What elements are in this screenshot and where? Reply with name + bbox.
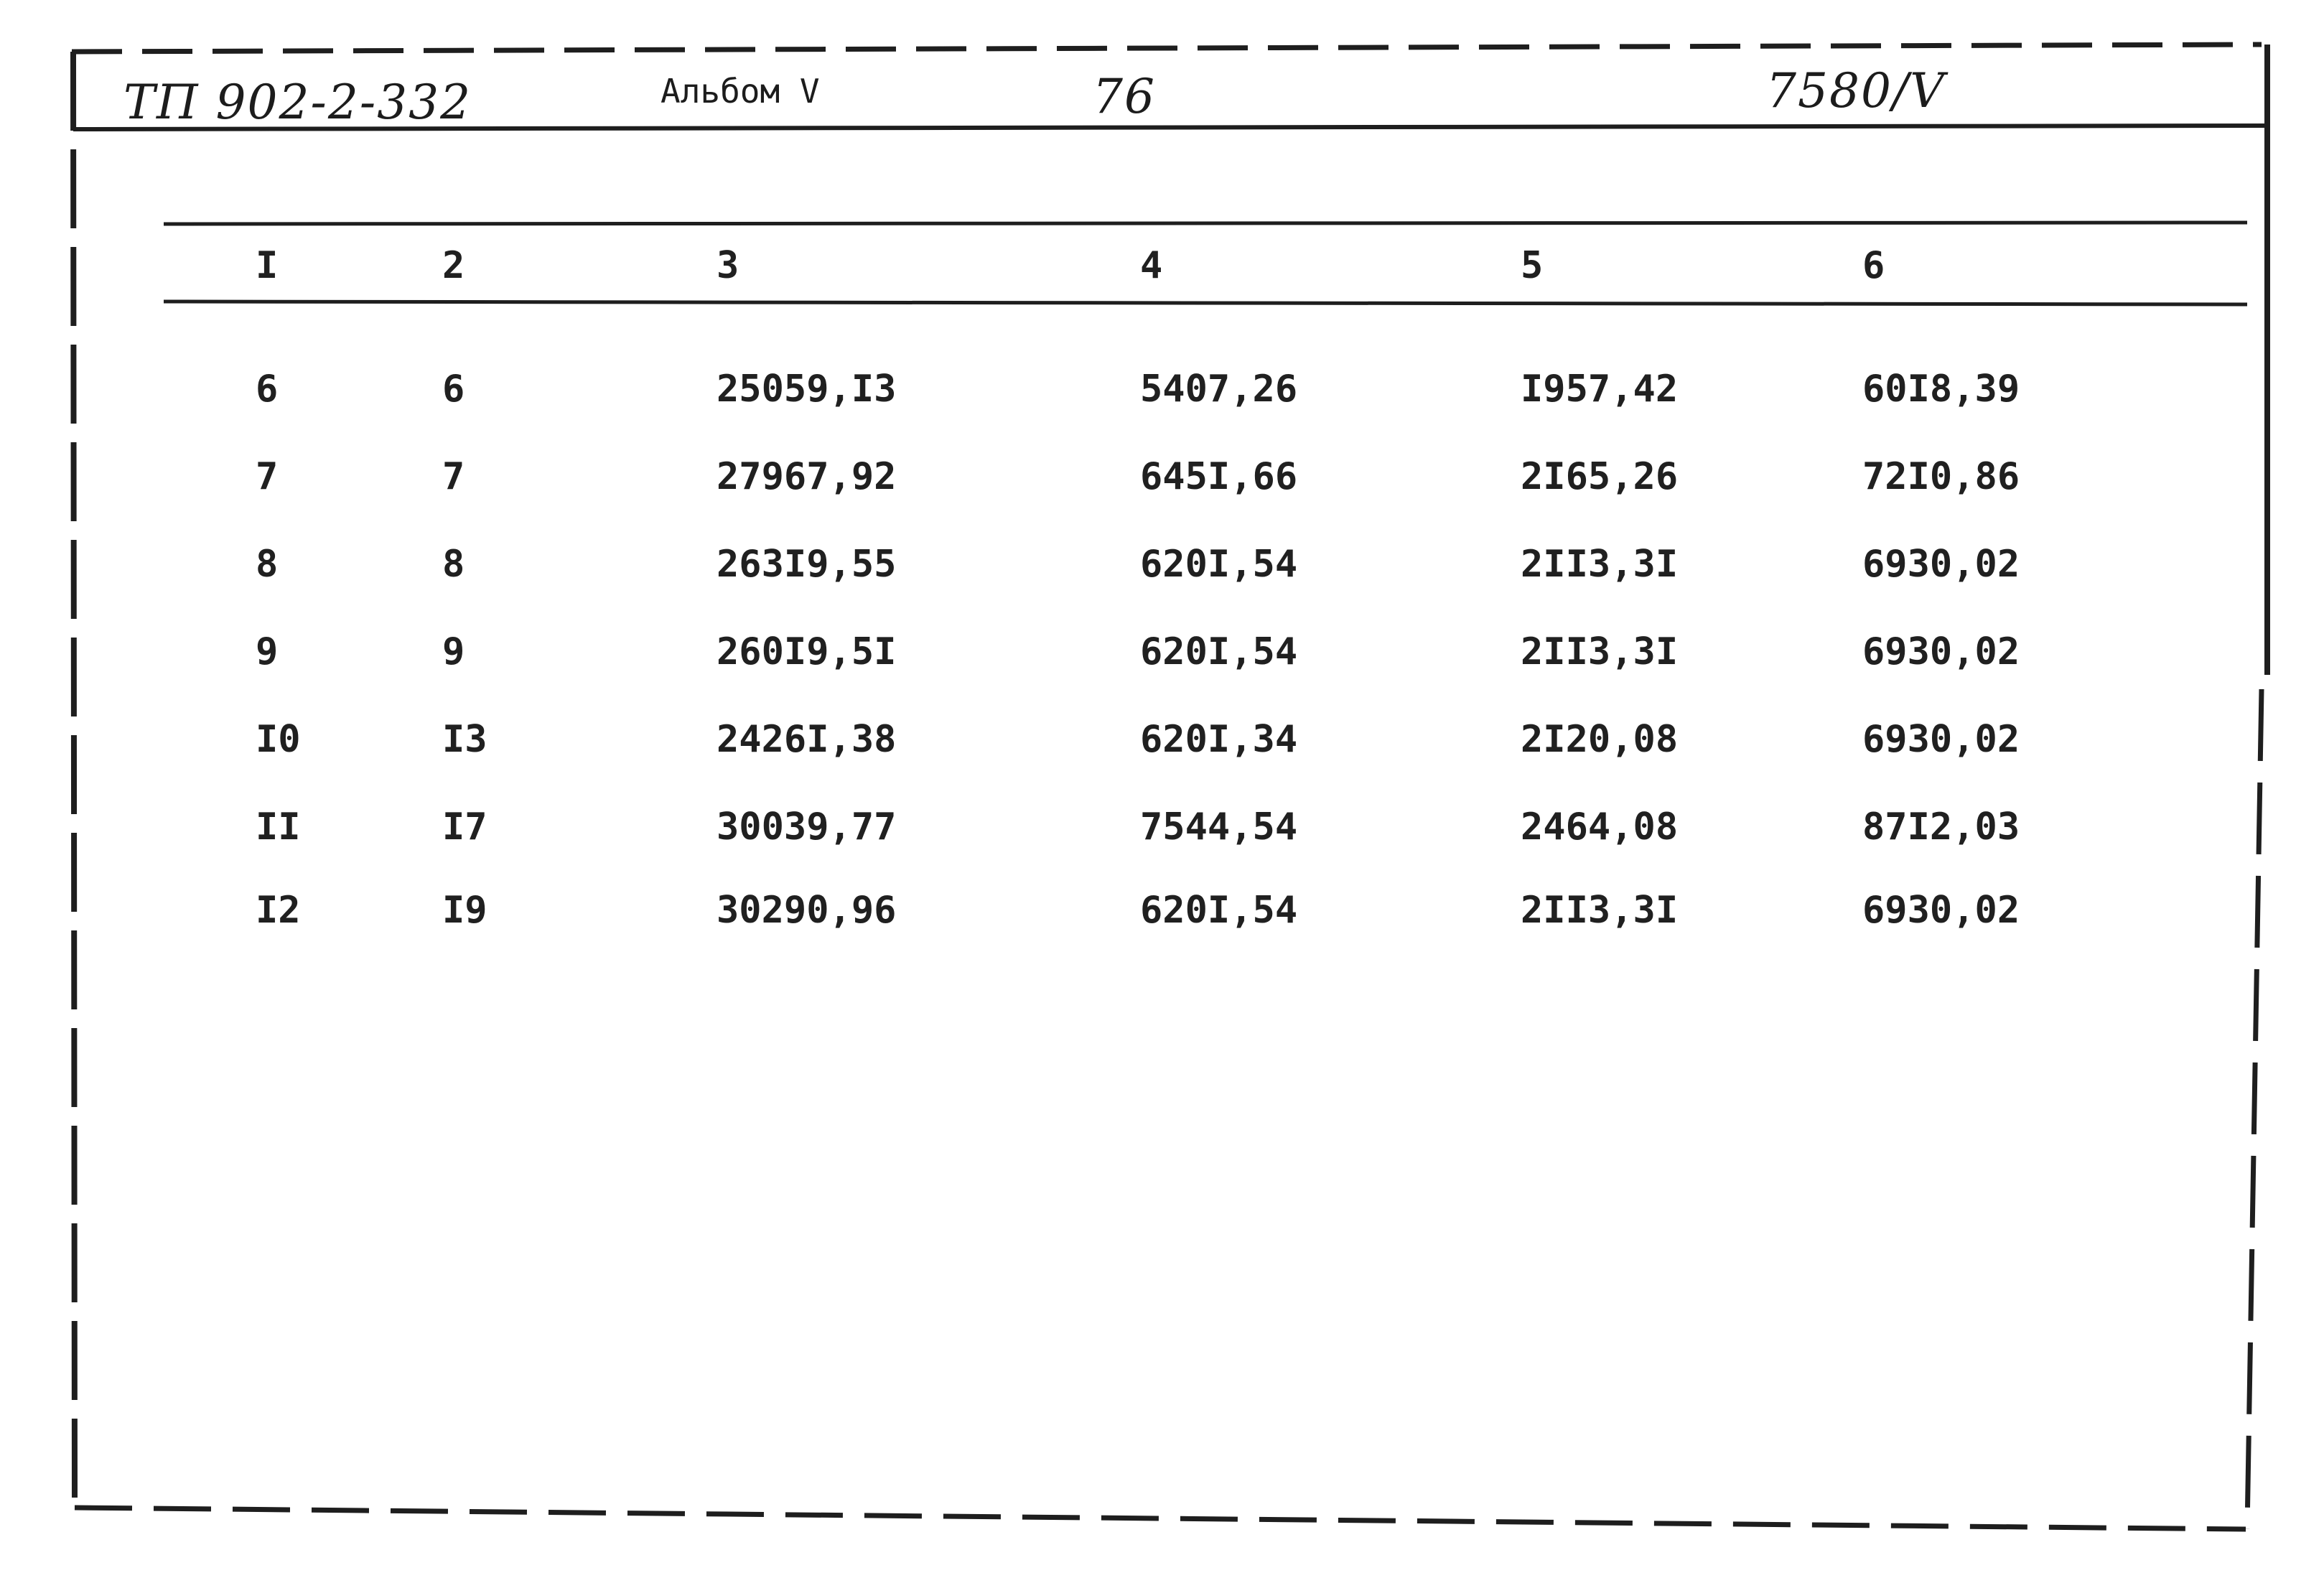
column-header: I: [256, 244, 279, 287]
table-cell: 7544,54: [1140, 806, 1298, 849]
album-label: Альбом V: [661, 72, 820, 111]
archive-code: 7580/V: [1766, 63, 1946, 118]
table-cell: 6: [256, 368, 279, 411]
table-cell: 620I,54: [1140, 630, 1298, 673]
table-cell: 6930,02: [1862, 718, 2020, 761]
document-designation: ТП 902-2-332: [123, 75, 472, 130]
table-cell: 9: [442, 630, 465, 673]
frame-bottom-line: [75, 1508, 2246, 1529]
table-cell: 7: [442, 455, 465, 498]
table-cell: 8: [442, 543, 465, 586]
table-cell: 6: [442, 368, 465, 411]
column-header: 3: [717, 244, 739, 287]
table-cell: 6930,02: [1862, 889, 2020, 932]
table-cell: 620I,54: [1140, 543, 1298, 586]
table-header-rule: [164, 302, 2247, 304]
table-cell: 2I65,26: [1521, 455, 1679, 498]
frame-left-line: [73, 52, 75, 1508]
table-cell: 645I,66: [1140, 455, 1298, 498]
frame-top-line: [72, 45, 2262, 52]
table-cell: 87I2,03: [1862, 806, 2020, 849]
table-cell: 6930,02: [1862, 543, 2020, 586]
table-cell: I3: [442, 718, 487, 761]
table-cell: 30039,77: [717, 806, 897, 849]
table-cell: 9: [256, 630, 279, 673]
table-cell: I0: [256, 718, 301, 761]
table-cell: 5407,26: [1140, 368, 1298, 411]
table-cell: I9: [442, 889, 487, 932]
page-number: 76: [1093, 69, 1156, 124]
table-cell: 25059,I3: [717, 368, 897, 411]
column-header: 4: [1140, 244, 1163, 287]
table-cell: 2II3,3I: [1521, 889, 1679, 932]
table-cell: 620I,54: [1140, 889, 1298, 932]
table-cell: 2II3,3I: [1521, 630, 1679, 673]
table-cell: 263I9,55: [717, 543, 897, 586]
table-cell: 2426I,38: [717, 718, 897, 761]
table-cell: I957,42: [1521, 368, 1679, 411]
table-cell: 60I8,39: [1862, 368, 2020, 411]
table-cell: II: [256, 806, 301, 849]
column-header: 5: [1521, 244, 1544, 287]
table-cell: 7: [256, 455, 279, 498]
table-cell: 2464,08: [1521, 806, 1679, 849]
table-cell: 27967,92: [717, 455, 897, 498]
table-cell: 72I0,86: [1862, 455, 2020, 498]
column-header: 6: [1862, 244, 1885, 287]
table-top-rule: [164, 223, 2247, 224]
table-cell: I7: [442, 806, 487, 849]
table-cell: I2: [256, 889, 301, 932]
table-cell: 6930,02: [1862, 630, 2020, 673]
frame-right-line-lower: [2247, 689, 2262, 1529]
table-cell: 2I20,08: [1521, 718, 1679, 761]
table-cell: 620I,34: [1140, 718, 1298, 761]
column-header: 2: [442, 244, 465, 287]
table-cell: 30290,96: [717, 889, 897, 932]
table-cell: 260I9,5I: [717, 630, 897, 673]
table-cell: 8: [256, 543, 279, 586]
table-cell: 2II3,3I: [1521, 543, 1679, 586]
